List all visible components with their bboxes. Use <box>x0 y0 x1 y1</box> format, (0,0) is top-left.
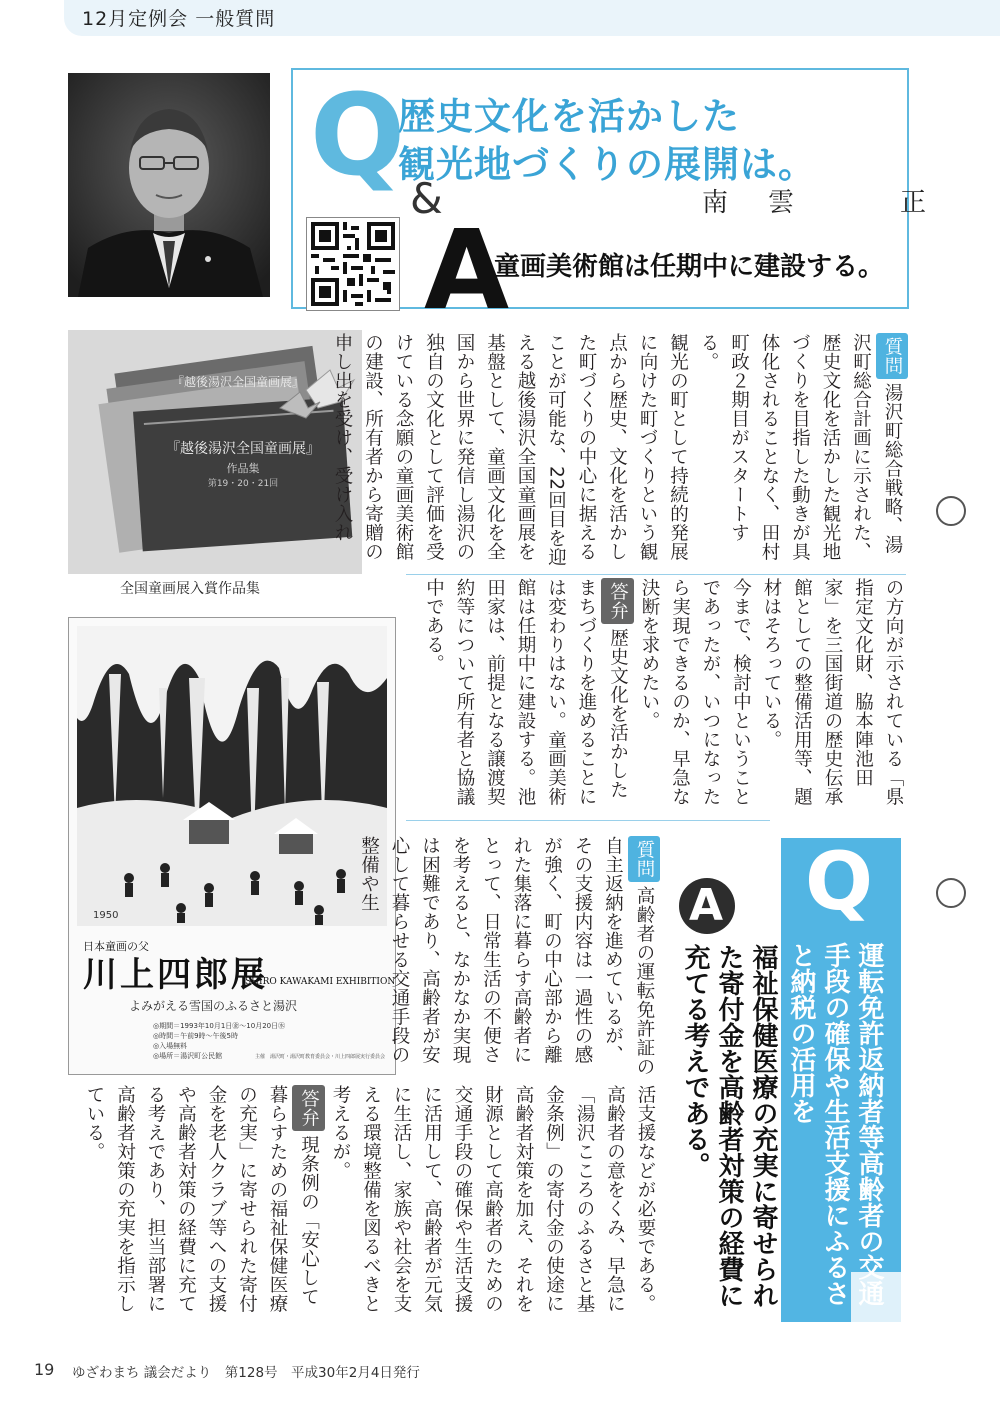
qa1-author: 南雲 正 <box>702 188 967 218</box>
book-title-front: 『越後湯沢全国童画展』 <box>166 441 320 457</box>
section3-body: 高齢者の運転免許証の自主返納を進めているが、その支援内容は一過性の感が強く、町の中心部から離れた集落に暮らす高齢者にとって、日常生活の不便さを考えると、なかなか実現は困難であり、高齢者が安心して暮らせる交通手段の整備や生 <box>358 836 655 1076</box>
poster-year: 1950 <box>93 910 119 921</box>
poster-detail-1: ◎期間＝1993年10月1日㊎～10月20日㊌ <box>153 1022 286 1030</box>
councilor-portrait-photo <box>68 73 270 297</box>
book-title-back: 『越後湯沢全国童画展』 <box>171 375 305 389</box>
qa1-ampersand: & <box>410 174 443 223</box>
qa1-title-line1: 歴史文化を活かした <box>398 94 740 138</box>
book-photo-caption: 全国童画展入賞作品集 <box>120 581 260 597</box>
poster-detail-3: ◎入場無料 <box>153 1042 188 1050</box>
header-title: 12月定例会 一般質問 <box>82 8 276 30</box>
book-no-front: 第19・20・21回 <box>207 479 279 489</box>
qa1-a-letter: A <box>424 206 510 334</box>
section2-tag: 答弁 <box>601 578 634 624</box>
poster-kicker: 日本童画の父 <box>83 940 149 953</box>
poster-detail-4: ◎場所＝湯沢町公民館 <box>153 1052 223 1060</box>
poster-en-title: SHIRO KAWAKAMI EXHIBITION <box>245 977 395 987</box>
book-collection-photo <box>68 330 362 574</box>
poster-credit: 主催 湯沢町・湯沢町教育委員会・川上四郎展実行委員会 <box>254 1054 385 1060</box>
qa2-question-text: 運転免許返納者等高齢者の交通手段の確保や生活支援にふるさと納税の活用を <box>786 942 884 1306</box>
section2 <box>418 578 908 806</box>
section2-body1: の方向が示されている「県指定文化財、脇本陣池田家」を三国街道の歴史伝承館としての整備活用等、題材はそろっている。 今まで、検討中ということであったが、いつになったら実現できるのか、早急な決断を求めたい。 <box>639 578 904 806</box>
qr-code-icon[interactable] <box>306 217 400 311</box>
section4-tag: 答弁 <box>292 1085 325 1131</box>
section3-question <box>353 836 660 1078</box>
punch-hole <box>936 496 966 526</box>
qa2-answer-text: 福祉保健医療の充実に寄せられた寄付金を高齢者対策の経費に充てる考えである。 <box>680 944 778 1308</box>
section1-body: 湯沢町総合戦略、湯沢町総合計画に示された、歴史文化を活かした観光地づくりを目指した動きが具体化されることなく、田村町政２期目がスタートする。 観光の町として持続的発展に向けた町づくりという観点から歴史、文化を活かした町づくりの中心に据えることが可能な、22回目を迎える越後湯沢全国童画展を基盤として、童画文化を全国から世界に発信し湯沢の独自の文化として評価を受けている念願の童画美術館の建設、所有者から寄贈の申し出を受け、受け入れ <box>332 333 903 567</box>
divider <box>406 574 906 575</box>
divider <box>406 820 770 821</box>
section4-body1: 活支援などが必要である。 高齢者の意をくみ、早急に「湯沢こころのふるさと基金条例」の寄付金の使途に高齢者対策を加え、それを財源として高齢者のための交通手段の確保や生活支援に活用して、高齢者が元気に生活し、家族や社会を支える環境整備を図るべきと考えるが。 <box>330 1085 656 1313</box>
book-sub-front: 作品集 <box>226 462 260 475</box>
page-number: 19 <box>34 1360 55 1379</box>
qa2-a-letter: A <box>689 880 724 931</box>
poster-title: 川上四郎展 <box>83 955 268 995</box>
section2-body2: 歴史文化を活かしたまちづくりを進めることには変わりはない。童画美術館は任期中に建設する。池田家は、前提となる譲渡契約等について所有者と協議中である。 <box>423 578 629 806</box>
section4-body2: 現条例の「安心して暮らすための福祉保健医療の充実」に寄せられた寄付金を老人クラブ等への支援や高齢者対策の経費に充てる考えであり、担当部署に高齢者対策の充実を指示している。 <box>84 1085 320 1313</box>
qa2-q-letter: Q <box>805 835 874 928</box>
poster-detail-2: ◎時間＝午前9時～午後5時 <box>153 1032 239 1040</box>
poster-subtitle: よみがえる雪国のふるさと湯沢 <box>129 999 298 1013</box>
section3-tag: 質問 <box>628 836 661 882</box>
footer-publication: ゆざわまち 議会だより 第128号 平成30年2月4日発行 <box>72 1365 420 1381</box>
qa1-q-letter: Q <box>310 71 406 201</box>
qa1-title-line2: 観光地づくりの展開は。 <box>398 142 816 186</box>
punch-hole <box>936 878 966 908</box>
section4 <box>79 1085 661 1321</box>
exhibition-poster <box>68 617 396 1075</box>
section1-question <box>327 333 909 569</box>
section1-tag: 質問 <box>876 333 909 379</box>
qa1-answer-headline: 童画美術館は任期中に建設する。 <box>494 252 885 282</box>
